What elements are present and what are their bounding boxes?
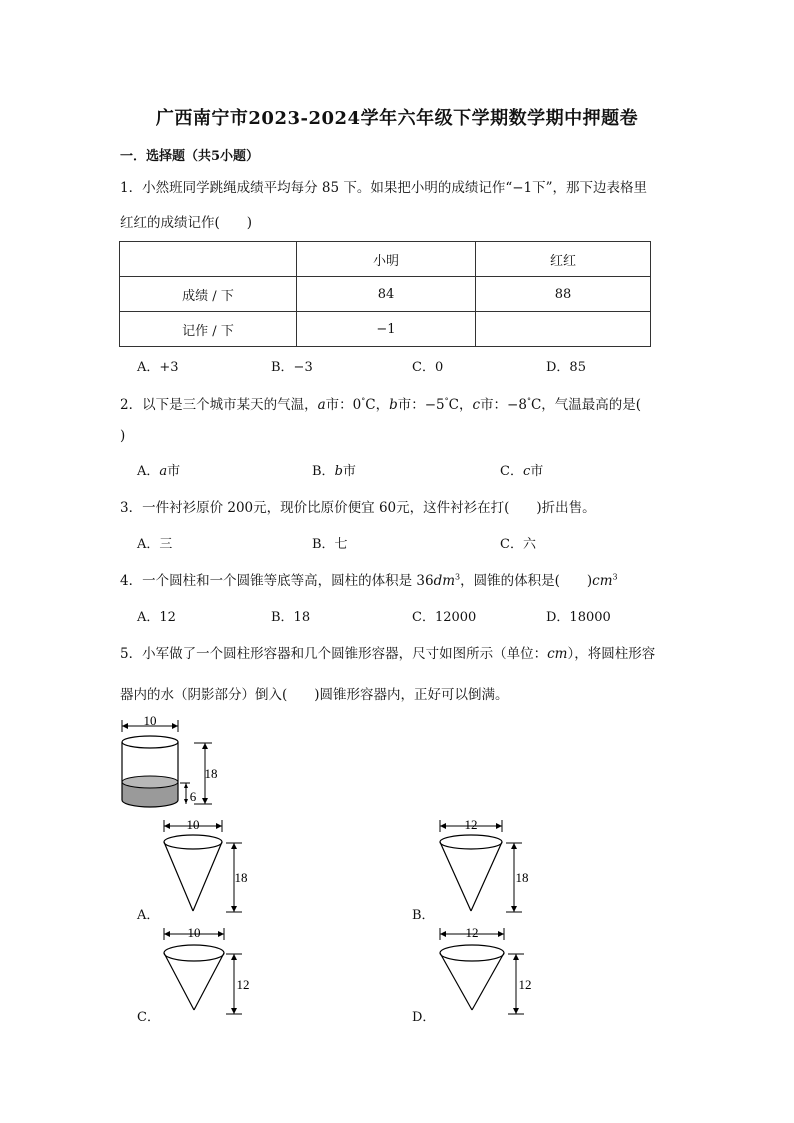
- cylinder-water-label: 6: [189, 789, 197, 804]
- arrow-head: [231, 954, 237, 960]
- table-cell: 84: [297, 277, 476, 312]
- table-cell: [120, 242, 297, 277]
- table-cell: −1: [297, 312, 476, 347]
- q2-unit: C，: [365, 397, 390, 413]
- cone-side: [164, 953, 194, 1010]
- q2-c-text: 市：−8: [480, 397, 527, 413]
- exponent: 3: [455, 572, 461, 582]
- cone-side: [440, 842, 471, 911]
- page-title: 广西南宁市2023-2024学年六年级下学期数学期中押题卷: [155, 108, 639, 129]
- table-cell: 成绩 / 下: [120, 277, 297, 312]
- cylinder-top: [122, 736, 178, 748]
- var-a: a: [317, 397, 326, 413]
- cylinder-diameter-label: 10: [143, 713, 157, 728]
- cone-rim: [164, 945, 224, 961]
- q4-option-b[interactable]: B．18: [271, 610, 311, 625]
- table-cell: [476, 312, 651, 347]
- arrow-head: [164, 823, 170, 829]
- q1-option-a[interactable]: A．+3: [137, 360, 179, 375]
- cone-side: [471, 842, 502, 911]
- arrow-head: [513, 954, 519, 960]
- arrow-head: [164, 931, 170, 937]
- q3-option-a[interactable]: A．三: [137, 537, 173, 552]
- arrow-head: [184, 783, 188, 788]
- q2-line2: ): [120, 428, 126, 444]
- option-var: c: [522, 464, 531, 479]
- q5-option-a[interactable]: A．: [137, 908, 160, 923]
- cone-diameter-label: 12: [464, 817, 478, 832]
- option-label: B．: [312, 464, 335, 479]
- unit-dm: dm: [433, 573, 456, 589]
- q1-option-b[interactable]: B．−3: [271, 360, 313, 375]
- arrow-head: [184, 799, 188, 804]
- option-unit: 市: [167, 464, 181, 479]
- arrow-head: [498, 931, 504, 937]
- exponent: 3: [612, 572, 618, 582]
- arrow-head: [440, 823, 446, 829]
- arrow-head: [511, 843, 517, 849]
- table-cell: 红红: [476, 242, 651, 277]
- arrow-head: [440, 931, 446, 937]
- q1-line1: 1．小然班同学跳绳成绩平均每分 85 下。如果把小明的成绩记作“−1下”，那下边表格里: [120, 180, 648, 196]
- cone-side: [472, 953, 504, 1010]
- cone-height-label: 12: [236, 977, 250, 992]
- table-row: [120, 277, 651, 312]
- arrow-head: [496, 823, 502, 829]
- q1-table: [119, 241, 651, 347]
- var-b: b: [389, 397, 398, 413]
- cone-rim: [440, 835, 502, 849]
- arrow-head: [122, 723, 128, 729]
- q2-line1: [120, 393, 641, 413]
- q5-option-d[interactable]: D．: [412, 1010, 436, 1025]
- q4-option-c[interactable]: C．12000: [412, 610, 477, 625]
- q2-option-a[interactable]: [137, 460, 180, 479]
- q1-line2: 红红的成绩记作( ): [120, 215, 253, 231]
- cone-height-label: 18: [515, 870, 529, 885]
- cylinder-height-label: 18: [204, 766, 218, 781]
- arrow-head: [216, 823, 222, 829]
- cone-a-figure: [156, 816, 256, 918]
- table-cell: 记作 / 下: [120, 312, 297, 347]
- q4-prefix: 4．一个圆柱和一个圆锥等底等高，圆柱的体积是 36: [120, 573, 434, 589]
- q4-text: [120, 569, 618, 589]
- unit-cm: cm: [592, 573, 613, 589]
- cone-rim: [164, 835, 222, 849]
- q5-line1b: ），将圆柱形容: [567, 646, 656, 662]
- arrow-head: [218, 931, 224, 937]
- option-label: C．: [500, 464, 523, 479]
- cone-diameter-label: 10: [187, 925, 201, 940]
- option-var: a: [159, 464, 168, 479]
- arrow-head: [231, 906, 237, 912]
- q2-unit: C，: [448, 397, 473, 413]
- option-label: A．: [137, 464, 160, 479]
- cone-side: [164, 842, 193, 911]
- arrow-head: [231, 1008, 237, 1014]
- cone-diameter-label: 12: [465, 925, 479, 940]
- degree-sign: °: [444, 396, 449, 406]
- q2-a-text: 市：0: [325, 397, 362, 413]
- table-cell: 小明: [297, 242, 476, 277]
- cone-d-figure: [432, 924, 536, 1022]
- cone-rim: [440, 945, 504, 961]
- q3-option-c[interactable]: C．六: [500, 537, 536, 552]
- q2-b-text: 市：−5: [397, 397, 445, 413]
- q2-tail: C，气温最高的是(: [530, 397, 642, 413]
- cone-height-label: 12: [518, 977, 532, 992]
- arrow-head: [511, 906, 517, 912]
- q2-option-b[interactable]: [312, 460, 356, 479]
- q5-line1a: 5．小军做了一个圆柱形容器和几个圆锥形容器，尺寸如图所示（单位：: [120, 646, 548, 662]
- degree-sign: °: [526, 396, 531, 406]
- table-cell: 88: [476, 277, 651, 312]
- q2-prefix: 2．以下是三个城市某天的气温，: [120, 397, 318, 413]
- cone-height-label: 18: [234, 870, 248, 885]
- option-unit: 市: [530, 464, 544, 479]
- arrow-head: [513, 1008, 519, 1014]
- cone-side: [440, 953, 472, 1010]
- option-var: b: [334, 464, 343, 479]
- q3-option-b[interactable]: B．七: [312, 537, 348, 552]
- q5-line1: [120, 642, 655, 662]
- q1-option-c[interactable]: C．0: [412, 360, 444, 375]
- table-row: [120, 242, 651, 277]
- section-heading: 一．选择题（共5小题）: [120, 149, 260, 164]
- q4-option-d[interactable]: D．18000: [546, 610, 611, 625]
- table-row: [120, 312, 651, 347]
- water-surface: [122, 776, 178, 788]
- q5-option-c[interactable]: C．: [137, 1010, 160, 1025]
- arrow-head: [202, 798, 208, 804]
- cylinder-figure: [110, 712, 230, 822]
- q4-mid: ，圆锥的体积是( ): [460, 573, 593, 589]
- q1-option-d[interactable]: D．85: [546, 360, 586, 375]
- q5-option-b[interactable]: B．: [412, 908, 435, 923]
- arrow-head: [202, 743, 208, 749]
- cone-side: [193, 842, 222, 911]
- cone-b-figure: [432, 816, 532, 918]
- q5-line2: 器内的水（阴影部分）倒入( )圆锥形容器内，正好可以倒满。: [120, 687, 509, 703]
- unit-cm: cm: [547, 646, 568, 662]
- arrow-head: [231, 843, 237, 849]
- cone-c-figure: [156, 924, 256, 1022]
- var-c: c: [472, 397, 481, 413]
- q4-option-a[interactable]: A．12: [137, 610, 176, 625]
- arrow-head: [172, 723, 178, 729]
- q2-option-c[interactable]: [500, 460, 543, 479]
- q3-text: 3．一件衬衫原价 200元，现价比原价便宜 60元，这件衬衫在打( )折出售。: [120, 500, 596, 516]
- degree-sign: °: [361, 396, 366, 406]
- cone-side: [194, 953, 224, 1010]
- option-unit: 市: [342, 464, 356, 479]
- cone-diameter-label: 10: [186, 817, 200, 832]
